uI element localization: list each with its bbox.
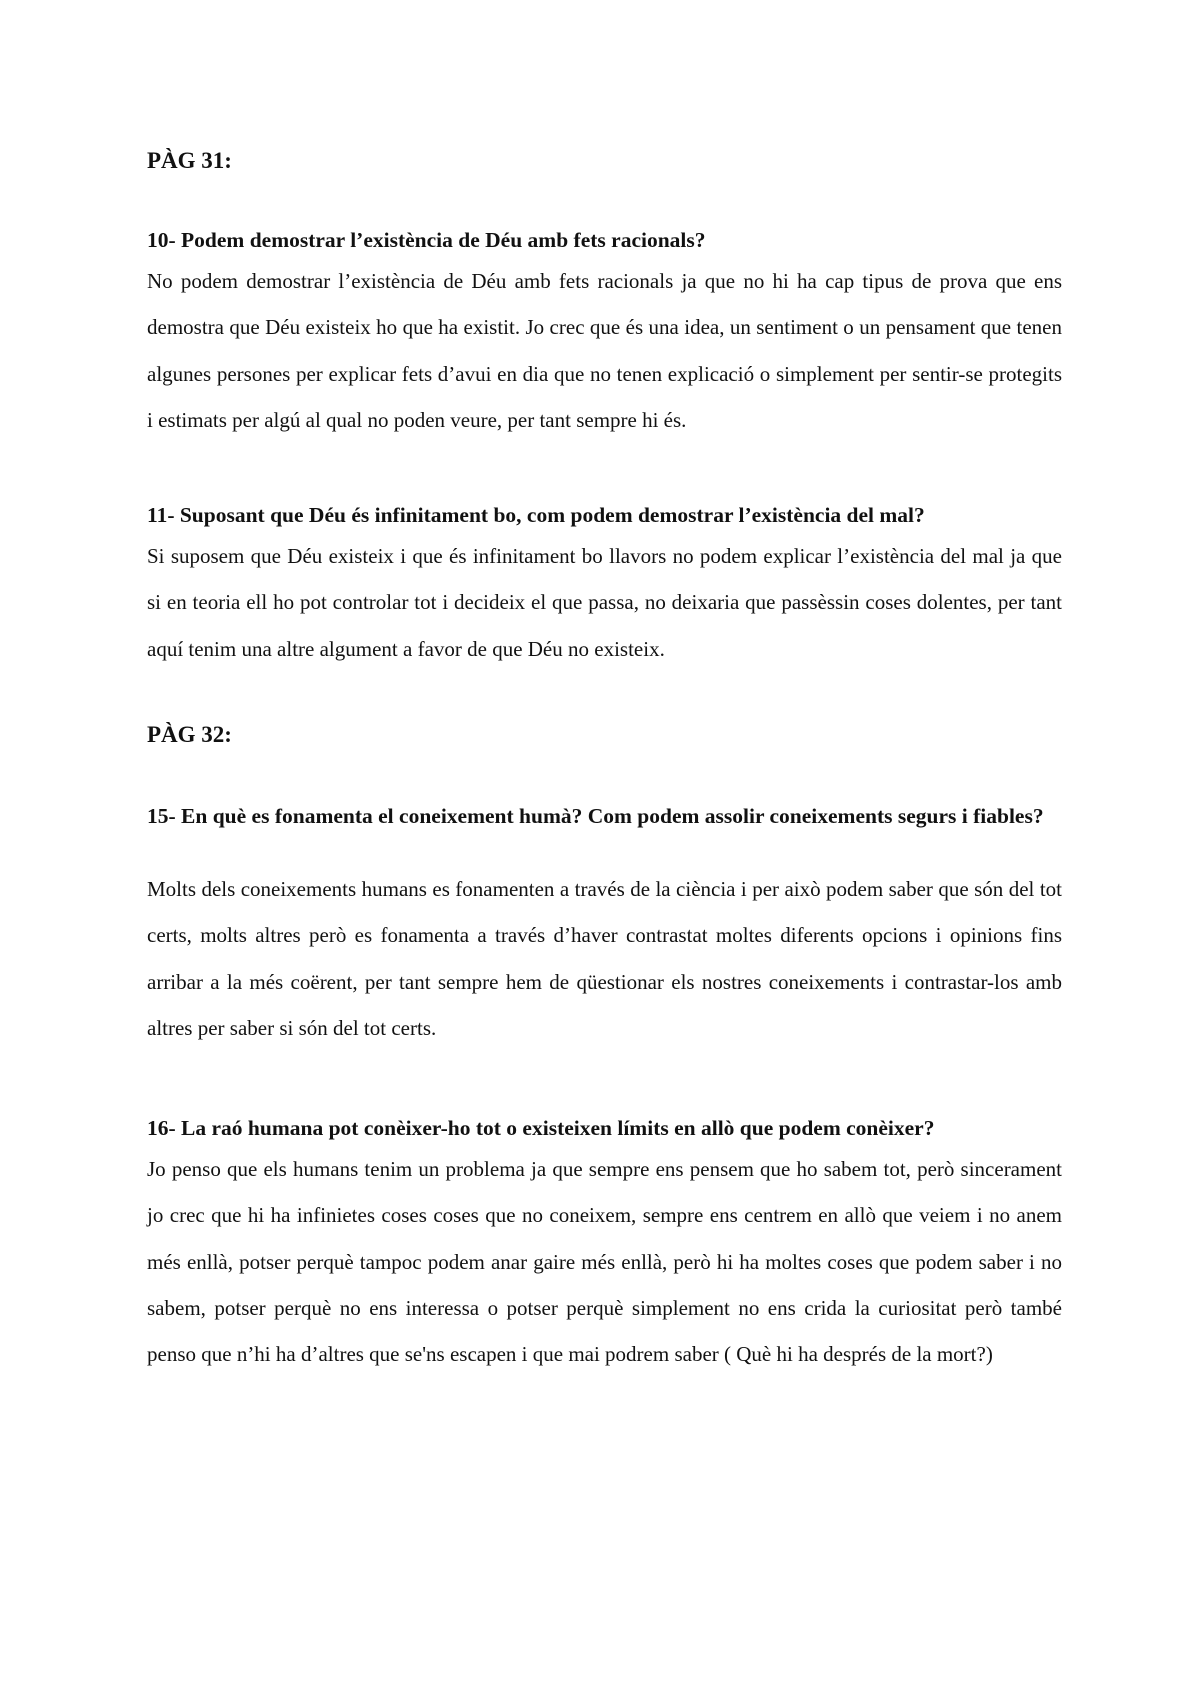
question-10: 10- Podem demostrar l’existència de Déu amb fets racionals?: [147, 228, 706, 252]
answer-10: No podem demostrar l’existència de Déu amb fets racionals ja que no hi ha cap tipus de prova que ens demostra que Déu existeix ho que ha existit. Jo crec que és una idea, un sentiment o un pensament que tenen algunes persones per explicar fets d’avui en dia que no tenen explicació o simplement per sentir-se protegits i estimats per algú al qual no poden veure, per tant sempre hi és.: [147, 269, 1062, 432]
answer-16: Jo penso que els humans tenim un problema ja que sempre ens pensem que ho sabem tot, però sincerament jo crec que hi ha infinietes coses coses que no coneixem, sempre ens centrem en allò que veiem i no anem més enllà, potser perquè tampoc podem anar gaire més enllà, però hi ha moltes coses que podem saber i no sabem, potser perquè no ens interessa o potser perquè simplement no ens crida la curiositat però també penso que n’hi ha d’altres que se'ns escapen i que mai podrem saber ( Què hi ha després de la mort?): [147, 1157, 1062, 1367]
question-16: 16- La raó humana pot conèixer-ho tot o existeixen límits en allò que podem conèixer?: [147, 1116, 935, 1140]
answer-11: Si suposem que Déu existeix i que és infinitament bo llavors no podem explicar l’existència del mal ja que si en teoria ell ho pot controlar tot i decideix el que passa, no deixaria que passèssin coses dolentes, per tant aquí tenim una altre algument a favor de que Déu no existeix.: [147, 544, 1062, 661]
page-heading-31: PÀG 31:: [147, 148, 232, 173]
page-heading-32: PÀG 32:: [147, 722, 232, 747]
question-11: 11- Suposant que Déu és infinitament bo, com podem demostrar l’existència del mal?: [147, 503, 925, 527]
answer-15: Molts dels coneixements humans es fonamenten a través de la ciència i per això podem saber que són del tot certs, molts altres però es fonamenta a través d’haver contrastat moltes diferents opcions i opinions fins arribar a la més coërent, per tant sempre hem de qüestionar els nostres coneixements i contrastar-los amb altres per saber si són del tot certs.: [147, 877, 1062, 1040]
question-15: 15- En què es fonamenta el coneixement humà? Com podem assolir coneixements segurs i fiables?: [147, 804, 1044, 828]
